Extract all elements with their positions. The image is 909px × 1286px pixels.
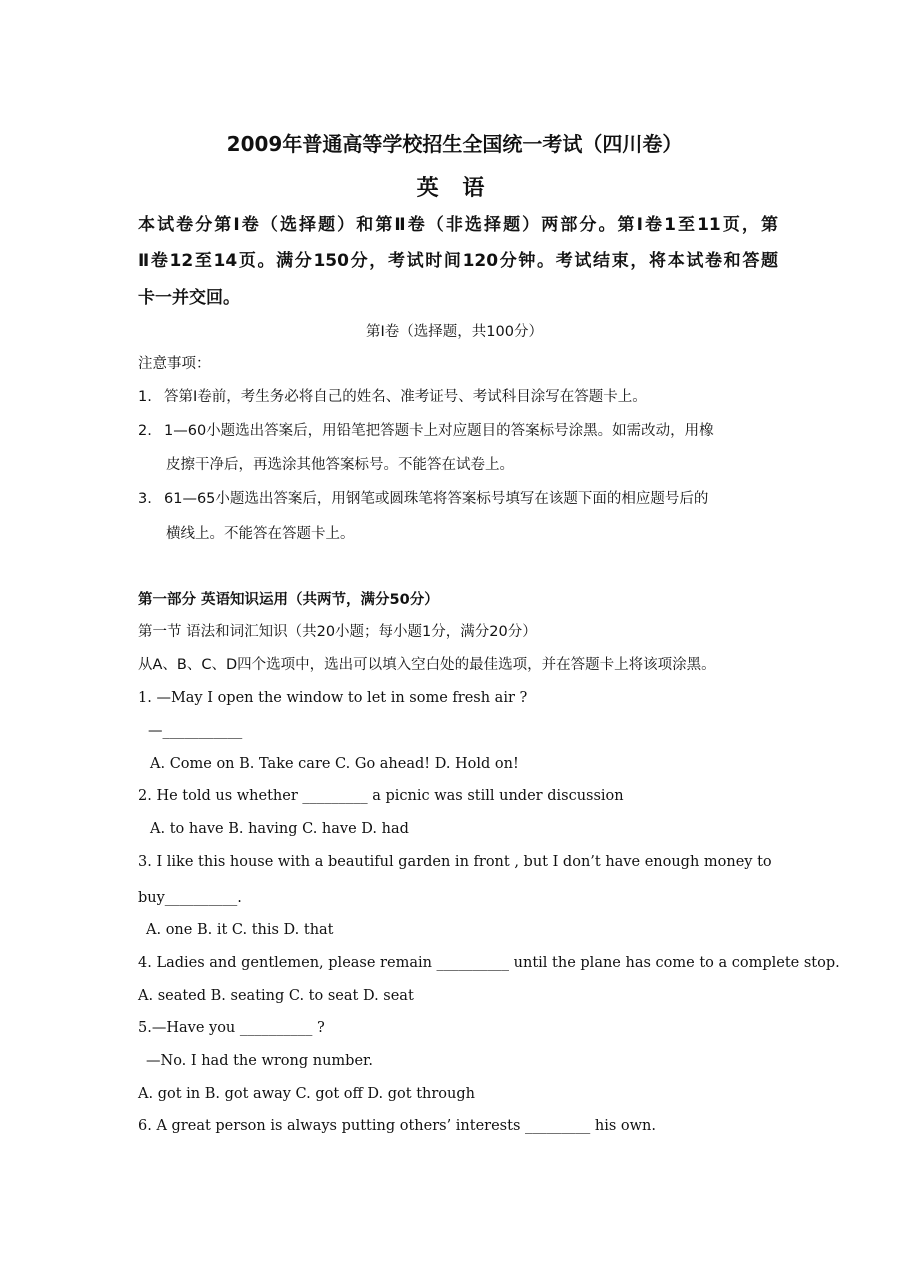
notice-number: 3. <box>138 491 152 507</box>
question-6-stem: 6. A great person is always putting others’ interests _________ his own. <box>138 1118 656 1134</box>
question-1-reply: —___________ <box>148 723 243 739</box>
notice-text: 61—65小题选出答案后，用钢笔或圆珠笔将答案标号填写在该题下面的相应题号后的 <box>164 491 709 507</box>
part1-heading: 第一部分 英语知识运用（共两节，满分50分） <box>138 592 439 608</box>
notice-item <box>138 387 778 407</box>
section1-instruction: 从A、B、C、D四个选项中，选出可以填入空白处的最佳选项，并在答题卡上将该项涂黑。 <box>138 657 716 673</box>
notice-item <box>138 421 778 441</box>
question-4-stem: 4. Ladies and gentlemen, please remain __________ until the plane has come to a complete stop. <box>138 955 840 971</box>
question-5-stem: 5.—Have you __________ ? <box>138 1020 325 1036</box>
intro-line-1: 本试卷分第Ⅰ卷（选择题）和第Ⅱ卷（非选择题）两部分。第Ⅰ卷1至11页，第 <box>138 215 778 235</box>
question-3-stem: 3. I like this house with a beautiful garden in front , but I don’t have enough money to <box>138 854 772 870</box>
notice-item <box>138 489 778 509</box>
question-4-options: A. seated B. seating C. to seat D. seat <box>138 988 414 1004</box>
question-3-options: A. one B. it C. this D. that <box>146 922 334 938</box>
notice-text: 1—60小题选出答案后，用铅笔把答题卡上对应题目的答案标号涂黑。如需改动，用橡 <box>164 423 714 439</box>
notice-text-continued: 横线上。不能答在答题卡上。 <box>166 526 355 542</box>
section1-heading: 第一节 语法和词汇知识（共20小题；每小题1分，满分20分） <box>138 624 537 640</box>
volume1-heading: 第Ⅰ卷（选择题，共100分） <box>366 324 543 340</box>
question-5-reply: —No. I had the wrong number. <box>146 1053 373 1069</box>
question-2-options: A. to have B. having C. have D. had <box>150 821 409 837</box>
intro-line-3: 卡一并交回。 <box>138 288 240 308</box>
notice-text-continued: 皮擦干净后，再选涂其他答案标号。不能答在试卷上。 <box>166 457 514 473</box>
notice-text: 答第Ⅰ卷前，考生务必将自己的姓名、准考证号、考试科目涂写在答题卡上。 <box>164 389 647 405</box>
notice-number: 1. <box>138 389 152 405</box>
notice-number: 2. <box>138 423 152 439</box>
question-1-stem: 1. —May I open the window to let in some fresh air ? <box>138 690 528 706</box>
subject-title: 英 语 <box>416 176 493 201</box>
question-3-stem-continued: buy__________. <box>138 890 242 906</box>
intro-line-2: Ⅱ卷12至14页。满分150分，考试时间120分钟。考试结束，将本试卷和答题 <box>138 251 778 271</box>
question-2-stem: 2. He told us whether _________ a picnic was still under discussion <box>138 788 624 804</box>
question-1-options: A. Come on B. Take care C. Go ahead! D. Hold on! <box>150 756 519 772</box>
question-5-options: A. got in B. got away C. got off D. got through <box>138 1086 475 1102</box>
exam-title: 2009年普通高等学校招生全国统一考试（四川卷） <box>226 132 683 156</box>
notice-label: 注意事项： <box>138 356 211 372</box>
